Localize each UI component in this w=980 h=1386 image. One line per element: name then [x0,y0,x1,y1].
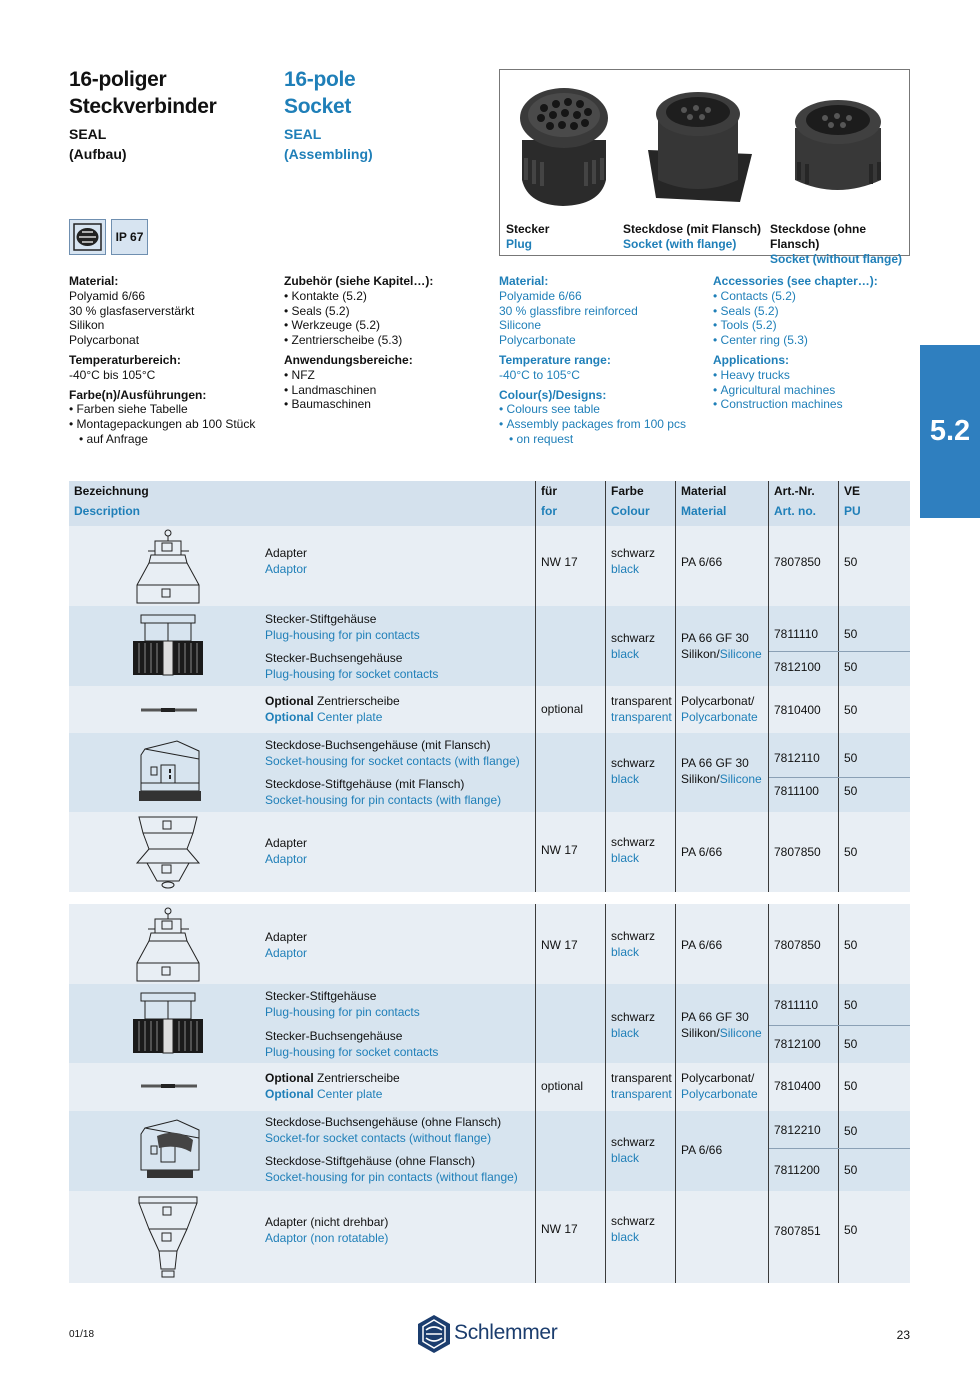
socket-housing-no-flange-drawing [137,1118,203,1184]
article-number-cell: 7811110 [774,627,819,641]
title-english [284,66,484,164]
packing-unit-cell: 50 [844,938,858,952]
plug-housing-drawing [131,991,205,1057]
description-cell: Adapter Adaptor [265,546,308,576]
packing-unit-cell: 50 [844,703,858,717]
description-cell: Stecker-Stiftgehäuse Plug-housing for pin contacts [265,989,420,1019]
article-number-cell: 7807850 [774,938,821,952]
certification-badge [69,219,106,255]
socket-flange-photo [640,80,760,210]
ip-rating-label: IP 67 [115,230,144,244]
header-material: Material Material [681,484,727,518]
caption-socket-flange: Steckdose (mit Flansch) Socket (with flange) [623,222,762,251]
article-number-cell: 7807850 [774,555,821,569]
socket-housing-flange-drawing [137,739,203,805]
colour-cell: schwarz black [611,631,656,661]
packing-unit-cell: 50 [844,784,858,798]
packing-unit-cell: 50 [844,555,858,569]
chapter-tab[interactable] [920,345,980,518]
colour-cell: schwarz black [611,929,656,959]
brand-name: Schlemmer [454,1321,558,1344]
article-number-cell: 7812110 [774,751,820,765]
article-number-cell: 7811100 [774,784,819,798]
description-cell: Stecker-Buchsengehäuse Plug-housing for socket contacts [265,651,439,681]
title-line: 16-pole [284,68,356,91]
article-number-cell: 7807851 [774,1224,821,1238]
header-description: Bezeichnung Description [74,484,149,518]
packing-unit-cell: 50 [844,1163,858,1177]
colour-cell: schwarz black [611,1135,656,1165]
header-colour: Farbe Colour [611,484,650,518]
colour-cell: schwarz black [611,546,656,576]
packing-unit-cell: 50 [844,998,858,1012]
description-cell: Adapter (nicht drehbar) Adaptor (non rotatable) [265,1215,389,1245]
for-cell: NW 17 [541,938,578,952]
plug-housing-drawing [131,613,205,679]
subtitle-line: SEAL (Aufbau) [69,126,127,162]
article-number-cell: 7811200 [774,1163,820,1177]
material-cell: PA 6/66 [681,938,723,952]
header-article-number: Art.-Nr. Art. no. [774,484,816,518]
colour-cell: transparent transparent [611,1071,672,1101]
center-plate-drawing [141,1083,197,1089]
adapter-non-rotatable-drawing [133,1195,203,1281]
packing-unit-cell: 50 [844,1124,858,1138]
colour-cell: schwarz black [611,1010,656,1040]
article-number-cell: 7810400 [774,1079,821,1093]
for-cell: optional [541,702,584,716]
material-cell: PA 6/66 [681,555,723,569]
description-cell: Adapter Adaptor [265,836,308,866]
header-for: für for [541,484,557,518]
packing-unit-cell: 50 [844,660,858,674]
plug-photo [508,80,618,210]
material-cell: Polycarbonat/ Polycarbonate [681,1071,758,1101]
adapter-drawing [133,907,203,983]
packing-unit-cell: 50 [844,751,858,765]
adapter-drawing [133,815,203,891]
article-number-cell: 7811110 [774,998,819,1012]
packing-unit-cell: 50 [844,627,858,641]
brand-logo [416,1314,576,1354]
packing-unit-cell: 50 [844,1223,858,1237]
article-number-cell: 7812210 [774,1123,821,1137]
material-cell: PA 6/66 [681,845,723,859]
hexagon-logo-icon [416,1314,452,1354]
socket-no-flange-photo [785,88,895,208]
header-packing-unit: VE PU [844,484,861,518]
colour-cell: schwarz black [611,835,656,865]
material-cell: PA 66 GF 30 Silikon/Silicone [681,1010,762,1040]
for-cell: NW 17 [541,555,578,569]
title-german [69,66,269,164]
material-cell: PA 6/66 [681,1143,723,1157]
article-number-cell: 7812100 [774,1037,821,1051]
chapter-tab-label: 5.2 [929,415,971,447]
title-line: 16-poliger [69,68,167,91]
description-cell: Optional Zentrierscheibe Optional Center plate [265,1071,400,1101]
description-cell: Steckdose-Buchsengehäuse (ohne Flansch) Socket-for socket contacts (without flange) [265,1115,502,1145]
title-line: Steckverbinder [69,95,217,118]
for-cell: optional [541,1079,584,1093]
description-cell: Optional Zentrierscheibe Optional Center plate [265,694,400,724]
colour-cell: schwarz black [611,756,656,786]
for-cell: NW 17 [541,1222,578,1236]
product-table-with-flange [69,481,910,892]
material-cell: PA 66 GF 30 Silikon/Silicone [681,756,762,786]
colour-cell: schwarz black [611,1214,656,1244]
specs-english-accessories: Accessories (see chapter…): • Contacts (5.2) • Seals (5.2) • Tools (5.2) • Center ring (5.3) Applications: • Heavy trucks • Agricultural machines • Construction machines [713,274,913,412]
page-number: 23 [896,1328,910,1342]
packing-unit-cell: 50 [844,1079,858,1093]
adapter-drawing [133,529,203,605]
product-table-without-flange [69,904,910,1283]
article-number-cell: 7812100 [774,660,821,674]
subtitle-line: SEAL (Assembling) [284,126,373,162]
description-cell: Steckdose-Stiftgehäuse (ohne Flansch) Socket-housing for pin contacts (without flange) [265,1154,518,1184]
description-cell: Steckdose-Buchsengehäuse (mit Flansch) Socket-housing for socket contacts (with flange) [265,738,520,768]
center-plate-drawing [141,707,197,713]
specs-english-material: Material: Polyamide 6/66 30 % glassfibre reinforced Silicone Polycarbonate Temperature range: -40°C to 105°C Colour(s)/Designs: • Colours see table • Assembly packages from 100 pcs • on request [499,274,709,447]
description-cell: Adapter Adaptor [265,930,308,960]
packing-unit-cell: 50 [844,845,858,859]
colour-cell: transparent transparent [611,694,672,724]
article-number-cell: 7807850 [774,845,821,859]
packing-unit-cell: 50 [844,1037,858,1051]
footer-date: 01/18 [69,1329,95,1340]
product-photo-box [499,69,910,266]
for-cell: NW 17 [541,843,578,857]
ip-rating-badge [111,219,148,255]
title-line: Socket [284,95,352,118]
description-cell: Stecker-Stiftgehäuse Plug-housing for pin contacts [265,612,420,642]
material-cell: Polycarbonat/ Polycarbonate [681,694,758,724]
caption-plug: Stecker Plug [506,222,550,251]
description-cell: Stecker-Buchsengehäuse Plug-housing for socket contacts [265,1029,439,1059]
gs-seal-icon [70,220,105,254]
description-cell: Steckdose-Stiftgehäuse (mit Flansch) Socket-housing for pin contacts (with flange) [265,777,502,807]
specs-german-accessories: Zubehör (siehe Kapitel…): • Kontakte (5.2) • Seals (5.2) • Werkzeuge (5.2) • Zentrierscheibe (5.3) Anwendungsbereiche: • NFZ • Landmaschinen • Baumaschinen [284,274,494,412]
article-number-cell: 7810400 [774,703,821,717]
specs-german-material: Material: Polyamid 6/66 30 % glasfaserverstärkt Silikon Polycarbonat Temperaturbereich: -40°C bis 105°C Farbe(n)/Ausführungen: • Farben siehe Tabelle • Montagepackungen ab 100 Stück • auf Anfrage [69,274,279,447]
caption-socket-no-flange: Steckdose (ohne Flansch) Socket (without flange) [770,222,902,266]
material-cell: PA 66 GF 30 Silikon/Silicone [681,631,762,661]
